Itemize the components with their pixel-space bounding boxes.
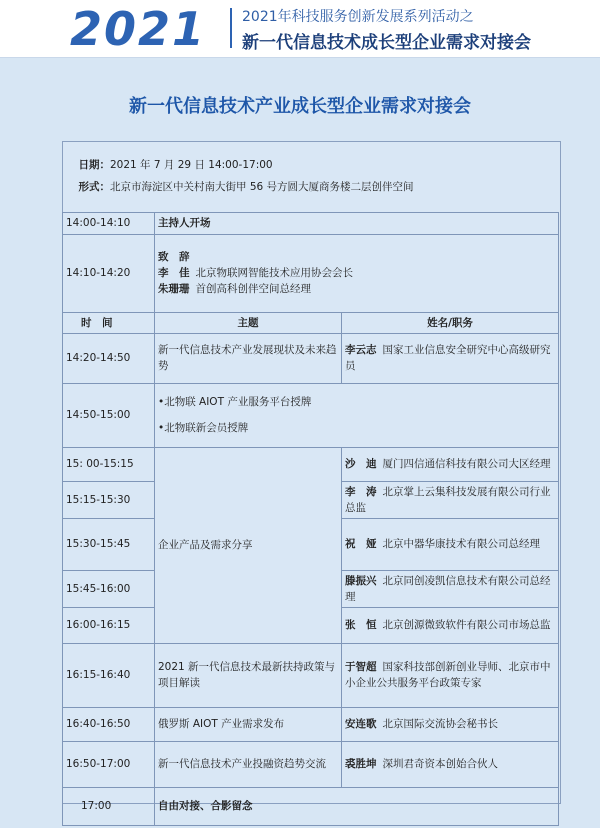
speaker-name: 李 涛 [345,485,377,498]
header-time: 时 间 [63,312,155,333]
speaker-name: 张 恒 [345,619,377,631]
table-row [63,707,559,741]
speaker-name: 沙 迪 [345,458,377,470]
form-line [79,179,556,195]
page-title: 新一代信息技术产业成长型企业需求对接会 [129,96,471,117]
theme-cell: 新一代信息技术产业投融资趋势交流 [155,741,342,787]
speaker-title: 北京创源微致软件有限公司市场总监 [382,619,551,631]
table-row [63,643,559,707]
theme-cell: 2021 新一代信息技术最新扶持政策与项目解读 [155,643,342,707]
info-cell [63,141,559,212]
person-cell [342,707,559,741]
award-item: •北物联新会员授牌 [158,422,249,434]
speaker-title: 北京中器华康技术有限公司总经理 [382,538,540,550]
speaker-name: 安连歌 [345,718,377,730]
event-banner [0,0,600,58]
speaker-title: 北京国际交流协会秘书长 [382,718,498,730]
person-cell [342,447,559,481]
speaker-line [158,265,555,281]
time-cell: 14:50-15:00 [63,383,155,447]
form-value: 北京市海淀区中关村南大街甲 56 号方圆大厦商务楼二层创伴空间 [110,181,414,194]
form-label: 形式： [78,181,110,194]
table-row [63,234,559,312]
header-row [63,312,559,333]
table-row [63,787,559,825]
speaker-name: 李 佳 [158,267,190,279]
theme-cell: 新一代信息技术产业发展现状及未来趋势 [155,333,342,383]
info-row [63,141,559,212]
table-row [63,333,559,383]
agenda-table [62,141,559,826]
speaker-name: 朱珊珊 [158,283,190,295]
person-cell [342,518,559,570]
speaker-name: 滕振兴 [345,574,377,587]
speech-label: 致 辞 [158,251,190,263]
person-cell [342,607,559,643]
banner-event-title: 新一代信息技术成长型企业需求对接会 [242,33,531,53]
speaker-title: 深圳君奇资本创始合伙人 [382,758,498,770]
table-row [63,447,559,481]
person-cell [342,481,559,518]
award-item: •北物联 AIOT 产业服务平台授牌 [158,396,312,408]
speaker-title: 北京同创凌凯信息技术有限公司总经理 [345,574,551,603]
speaker-title: 国家科技部创新创业导师、北京市中小企业公共服务平台政策专家 [345,661,551,689]
banner-series-title: 2021年科技服务创新发展系列活动之 [242,9,474,25]
header-theme: 主题 [155,312,342,333]
person-cell [342,643,559,707]
table-row [63,741,559,787]
time-cell: 16:15-16:40 [63,643,155,707]
date-line [79,157,556,173]
speaker-name: 李云志 [345,344,377,356]
date-value: 2021 年 7 月 29 日 14:00-17:00 [110,159,273,172]
year-logo: 2021 [70,2,207,56]
banner-divider [230,8,232,48]
time-cell: 15:15-15:30 [63,481,155,518]
item-cell: 自由对接、合影留念 [155,787,559,825]
speaker-name: 于智超 [345,661,377,673]
time-cell: 14:20-14:50 [63,333,155,383]
speaker-title: 北京物联网智能技术应用协会会长 [195,267,353,279]
person-cell [342,570,559,607]
speaker-title: 首创高科创伴空间总经理 [195,283,311,295]
speaker-title: 厦门四信通信科技有限公司大区经理 [382,458,551,470]
item-cell [155,383,559,447]
time-cell: 16:50-17:00 [63,741,155,787]
theme-cell: 俄罗斯 AIOT 产业需求发布 [155,707,342,741]
speaker-name: 裘胜坤 [345,758,377,770]
time-cell: 14:00-14:10 [63,212,155,234]
header-person: 姓名/职务 [342,312,559,333]
time-cell: 15:45-16:00 [63,570,155,607]
item-cell: 主持人开场 [155,212,559,234]
time-cell: 16:40-16:50 [63,707,155,741]
time-cell: 16:00-16:15 [63,607,155,643]
speaker-title: 北京掌上云集科技发展有限公司行业总监 [345,485,551,514]
date-label: 日期： [78,159,110,172]
person-cell [342,741,559,787]
theme-cell: 企业产品及需求分享 [155,447,342,643]
person-cell [342,333,559,383]
item-cell [155,234,559,312]
speaker-name: 祝 娅 [345,538,377,550]
time-cell: 15: 00-15:15 [63,447,155,481]
time-cell: 15:30-15:45 [63,518,155,570]
speaker-title: 国家工业信息安全研究中心高级研究员 [345,344,551,372]
table-row [63,212,559,234]
table-row [63,383,559,447]
speaker-line [158,281,555,297]
time-cell: 14:10-14:20 [63,234,155,312]
time-cell: 17:00 [63,787,155,825]
